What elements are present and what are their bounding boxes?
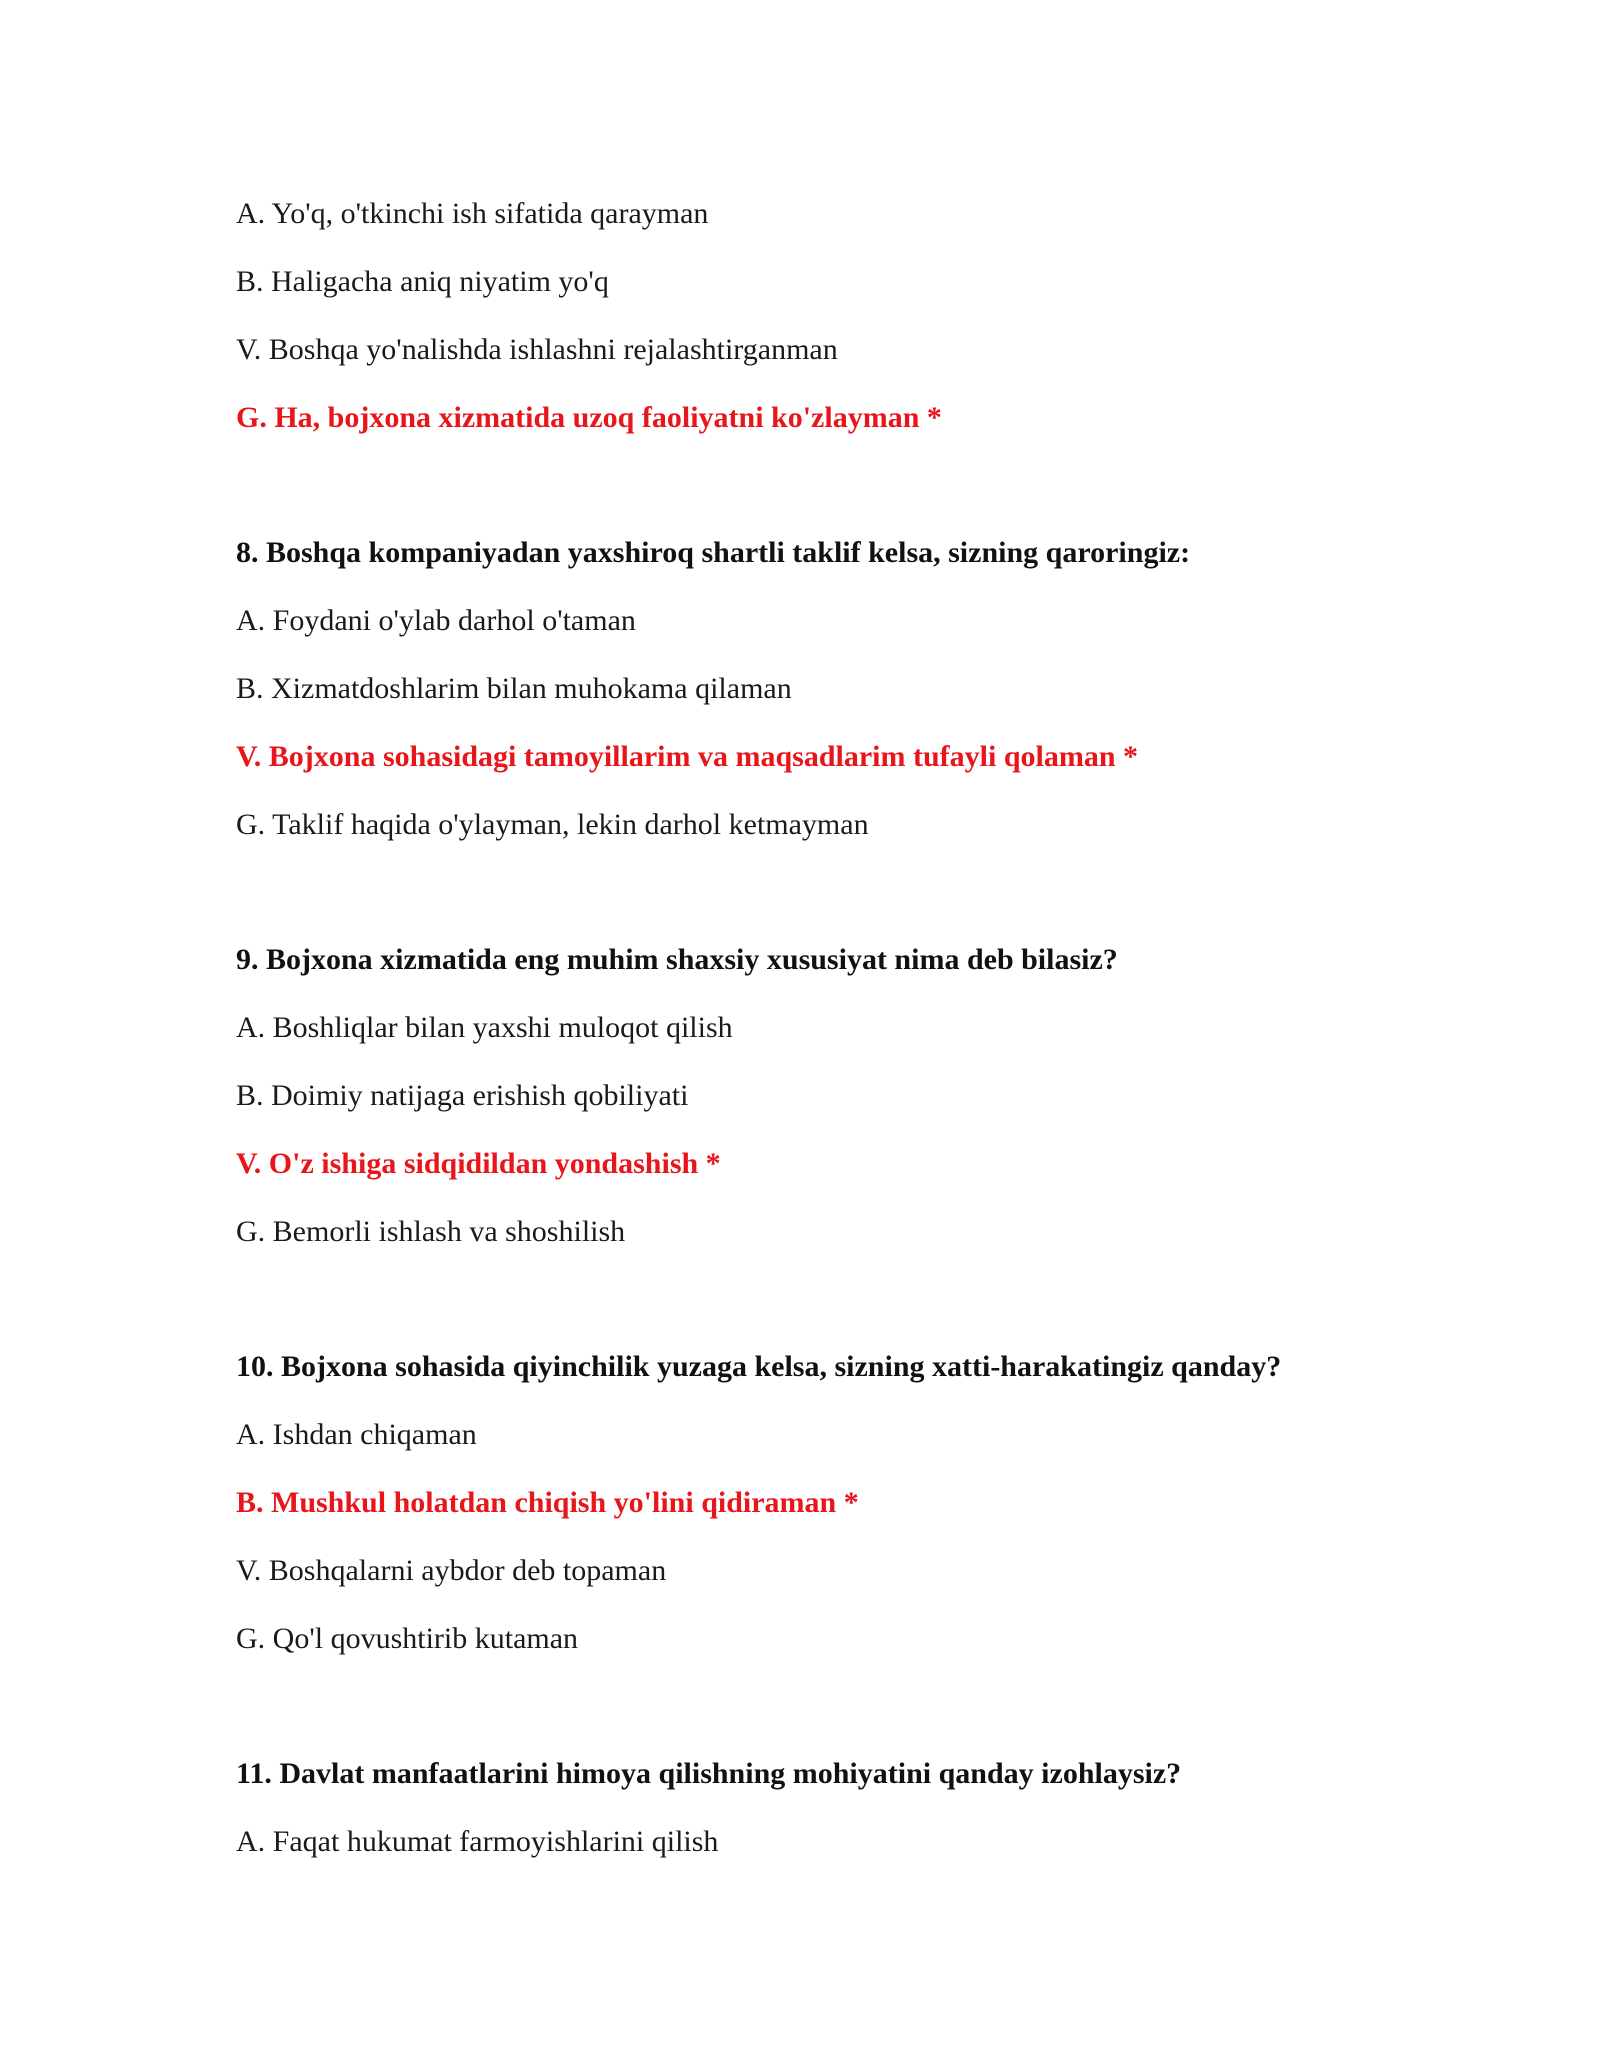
option-g: G. Qo'l qovushtirib kutaman bbox=[236, 1622, 579, 1655]
spacer bbox=[236, 859, 1466, 926]
option-v: V. Boshqalarni aybdor deb topaman bbox=[236, 1554, 667, 1587]
option-a: A. Faqat hukumat farmoyishlarini qilish bbox=[236, 1825, 719, 1858]
option-v: V. Boshqa yo'nalishda ishlashni rejalashtirganman bbox=[236, 333, 838, 366]
question-8: 8. Boshqa kompaniyadan yaxshiroq shartli taklif kelsa, sizning qaroringiz: bbox=[236, 536, 1191, 569]
option-b: B. Haligacha aniq niyatim yo'q bbox=[236, 265, 609, 298]
spacer bbox=[236, 1266, 1466, 1333]
option-g: G. Taklif haqida o'ylayman, lekin darhol ketmayman bbox=[236, 808, 869, 841]
correct-answer-g: G. Ha, bojxona xizmatida uzoq faoliyatni ko'zlayman * bbox=[236, 401, 942, 434]
question-11: 11. Davlat manfaatlarini himoya qilishning mohiyatini qanday izohlaysiz? bbox=[236, 1757, 1182, 1790]
spacer bbox=[236, 1673, 1466, 1740]
question-9: 9. Bojxona xizmatida eng muhim shaxsiy xususiyat nima deb bilasiz? bbox=[236, 943, 1118, 976]
option-a: A. Ishdan chiqaman bbox=[236, 1418, 477, 1451]
spacer bbox=[236, 452, 1466, 519]
option-a: A. Yo'q, o'tkinchi ish sifatida qarayman bbox=[236, 197, 709, 230]
correct-answer-v: V. O'z ishiga sidqidildan yondashish * bbox=[236, 1147, 721, 1180]
option-g: G. Bemorli ishlash va shoshilish bbox=[236, 1215, 626, 1248]
correct-answer-v: V. Bojxona sohasidagi tamoyillarim va maqsadlarim tufayli qolaman * bbox=[236, 740, 1139, 773]
question-10: 10. Bojxona sohasida qiyinchilik yuzaga kelsa, sizning xatti-harakatingiz qanday? bbox=[236, 1350, 1282, 1383]
option-b: B. Doimiy natijaga erishish qobiliyati bbox=[236, 1079, 689, 1112]
correct-answer-b: B. Mushkul holatdan chiqish yo'lini qidiraman * bbox=[236, 1486, 859, 1519]
option-a: A. Boshliqlar bilan yaxshi muloqot qilish bbox=[236, 1011, 733, 1044]
option-b: B. Xizmatdoshlarim bilan muhokama qilaman bbox=[236, 672, 792, 705]
option-a: A. Foydani o'ylab darhol o'taman bbox=[236, 604, 636, 637]
document-page bbox=[236, 180, 1466, 1876]
